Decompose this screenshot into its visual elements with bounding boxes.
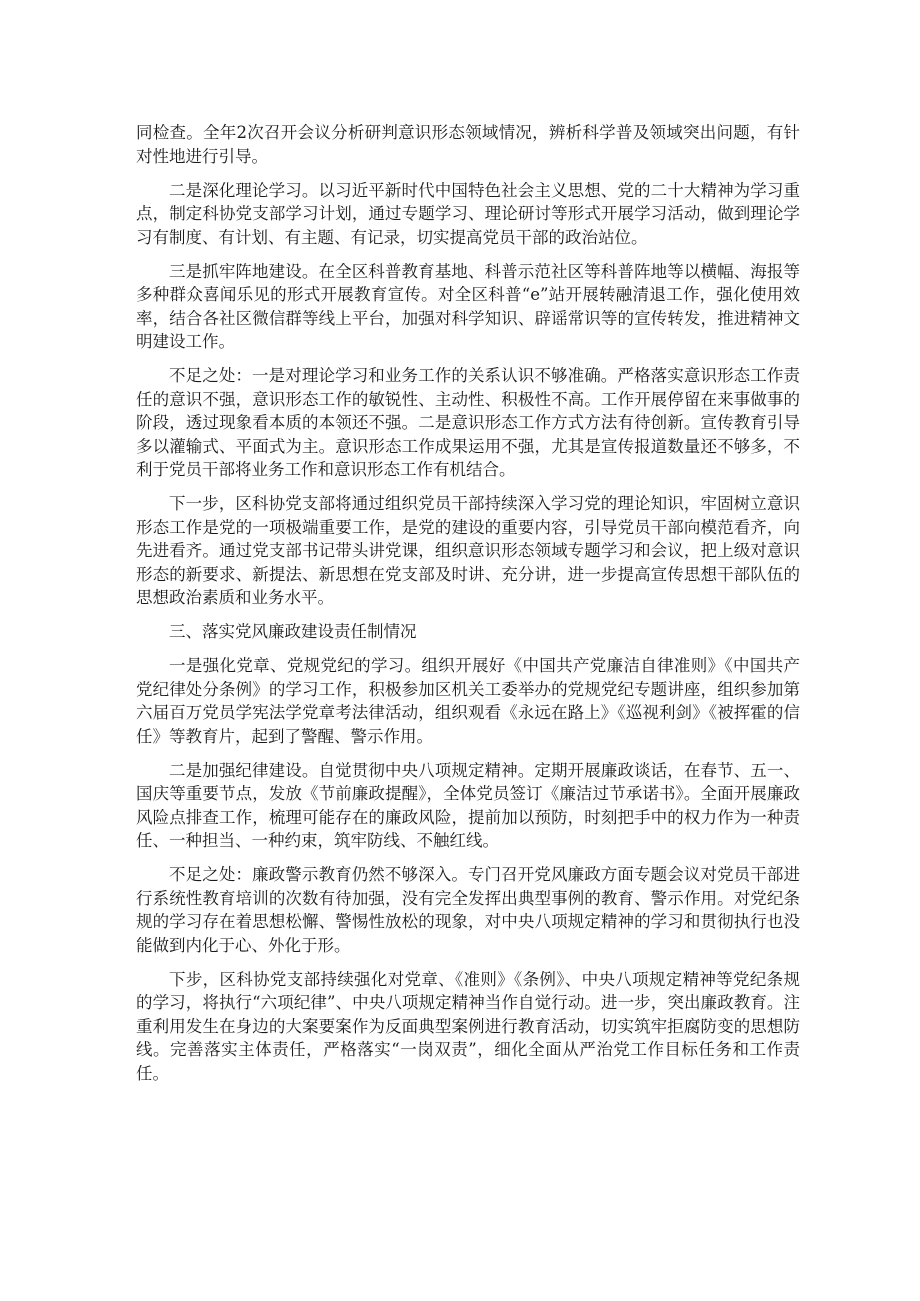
paragraph-shortcomings-ideology: 不足之处：一是对理论学习和业务工作的关系认识不够准确。严格落实意识形态工作责任的意识不强，意识形态工作的敏锐性、主动性、积极性不高。工作开展停留在来事做事的阶段，透过现象看本质的本领还不强。二是意识形态工作方式方法有待创新。宣传教育引导多以灌输式、平面式为主。意识形态工作成果运用不强，尤其是宣传报道数量还不够多，不利于党员干部将业务工作和意识形态工作有机结合。 (136, 366, 800, 479)
paragraph-next-steps-integrity: 下步，区科协党支部持续强化对党章、《准则》《条例》、中央八项规定精神等党纪条规的学习，将执行“六项纪律”、中央八项规定精神当作自觉行动。进一步，突出廉政教育。注重利用发生在身边的大案要案作为反面典型案例进行教育活动，切实筑牢拒腐防变的思想防线。完善落实主体责任，严格落实“一岗双责”，细化全面从严治党工作目标任务和工作责任。 (136, 969, 800, 1083)
paragraph-shortcomings-integrity: 不足之处：廉政警示教育仍然不够深入。专门召开党风廉政方面专题会议对党员干部进行系统性教育培训的次数有待加强，没有完全发挥出典型事例的教育、警示作用。对党纪条规的学习存在着思想松懈、警惕性放松的现象，对中央八项规定精神的学习和贯彻执行也没能做到内化于心、外化于形。 (136, 865, 800, 955)
paragraph-continuation: 同检查。全年2次召开会议分析研判意识形态领域情况，辨析科学普及领域突出问题，有针对性地进行引导。 (136, 123, 800, 166)
paragraph-party-rules-study: 一是强化党章、党规党纪的学习。组织开展好《中国共产党廉洁自律准则》《中国共产党纪律处分条例》的学习工作，积极参加区机关工委举办的党规党纪专题讲座，组织参加第六届百万党员学宪法学党章考法律活动，组织观看《永远在路上》《巡视利剑》《被挥霍的信任》等教育片，起到了警醒、警示作用。 (136, 656, 800, 746)
document-page (136, 121, 800, 1096)
paragraph-theory-study: 二是深化理论学习。以习近平新时代中国特色社会主义思想、党的二十大精神为学习重点，制定科协党支部学习计划，通过专题学习、理论研讨等形式开展学习活动，做到理论学习有制度、有计划、有主题、有记录，切实提高党员干部的政治站位。 (136, 180, 800, 247)
paragraph-next-steps-ideology: 下一步，区科协党支部将通过组织党员干部持续深入学习党的理论知识，牢固树立意识形态工作是党的一项极端重要工作，是党的建设的重要内容，引导党员干部向模范看齐，向先进看齐。通过党支部书记带头讲党课，组织意识形态领域专题学习和会议，把上级对意识形态的新要求、新提法、新思想在党支部及时讲、充分讲，进一步提高宣传思想干部队伍的思想政治素质和业务水平。 (136, 494, 800, 607)
paragraph-position-building: 三是抓牢阵地建设。在全区科普教育基地、科普示范社区等科普阵地等以横幅、海报等多种群众喜闻乐见的形式开展教育宣传。对全区科普“e”站开展转融清退工作，强化使用效率，结合各社区微信群等线上平台，加强对科学知识、辟谣常识等的宣传转发，推进精神文明建设工作。 (136, 261, 800, 351)
paragraph-discipline-building: 二是加强纪律建设。自觉贯彻中央八项规定精神。定期开展廉政谈话，在春节、五一、国庆等重要节点，发放《节前廉政提醒》，全体党员签订《廉洁过节承诺书》。全面开展廉政风险点排查工作，梳理可能存在的廉政风险，提前加以预防，时刻把手中的权力作为一种责任、一种担当、一种约束，筑牢防线、不触红线。 (136, 760, 800, 850)
section-heading-integrity: 三、落实党风廉政建设责任制情况 (169, 622, 417, 641)
